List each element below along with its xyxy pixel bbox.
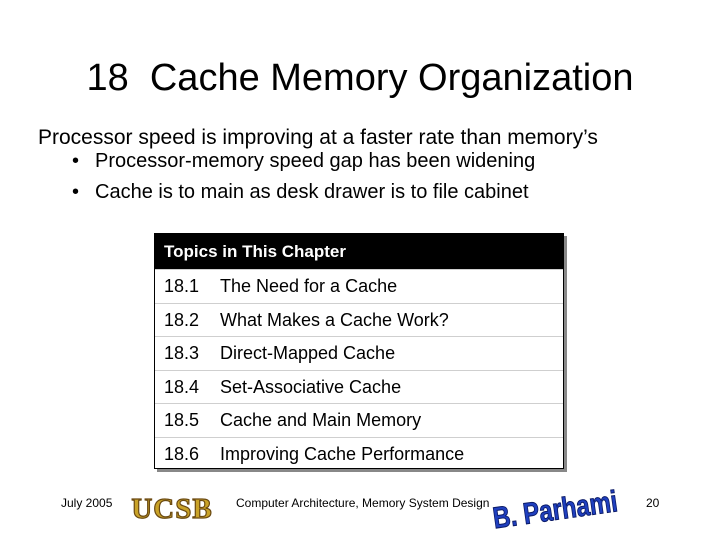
topic-text: The Need for a Cache <box>220 276 398 296</box>
topic-row <box>155 336 563 370</box>
topic-text: What Makes a Cache Work? <box>220 309 449 330</box>
author-signature-logo <box>490 483 620 535</box>
topic-row <box>155 437 563 471</box>
page-number: 20 <box>646 496 660 510</box>
topic-row <box>155 269 563 303</box>
bullet-dot-icon: • <box>72 181 80 203</box>
bullet-text: Processor-memory speed gap has been widening <box>95 150 536 172</box>
svg-text:B. Parhami: B. Parhami <box>490 483 620 535</box>
main-statement: Processor speed is improving at a faster rate than memory’s <box>38 126 598 149</box>
topic-row <box>155 403 563 437</box>
ucsb-logo <box>127 490 217 526</box>
svg-text:UCSB: UCSB <box>131 493 213 525</box>
bullet-item <box>72 177 529 208</box>
topic-number: 18.5 <box>164 410 200 430</box>
topic-row <box>155 370 563 404</box>
slide-title: 18 Cache Memory Organization <box>86 57 634 99</box>
topic-text: Direct-Mapped Cache <box>220 343 396 363</box>
bullet-item <box>72 146 535 177</box>
topics-header: Topics in This Chapter <box>155 234 563 269</box>
topic-number: 18.3 <box>164 343 200 363</box>
topic-number: 18.4 <box>164 376 200 397</box>
topic-number: 18.6 <box>164 443 200 464</box>
footer-date: July 2005 <box>61 496 113 510</box>
bullet-text: Cache is to main as desk drawer is to file cabinet <box>95 181 529 203</box>
topic-text: Cache and Main Memory <box>220 410 422 430</box>
topic-number: 18.1 <box>164 276 200 296</box>
bullet-dot-icon: • <box>72 150 80 172</box>
topics-table <box>154 233 564 469</box>
topic-text: Set-Associative Cache <box>220 376 402 397</box>
topic-row <box>155 303 563 337</box>
topic-number: 18.2 <box>164 309 200 330</box>
topic-text: Improving Cache Performance <box>220 443 465 464</box>
footer-course-title: Computer Architecture, Memory System Design <box>236 496 490 510</box>
